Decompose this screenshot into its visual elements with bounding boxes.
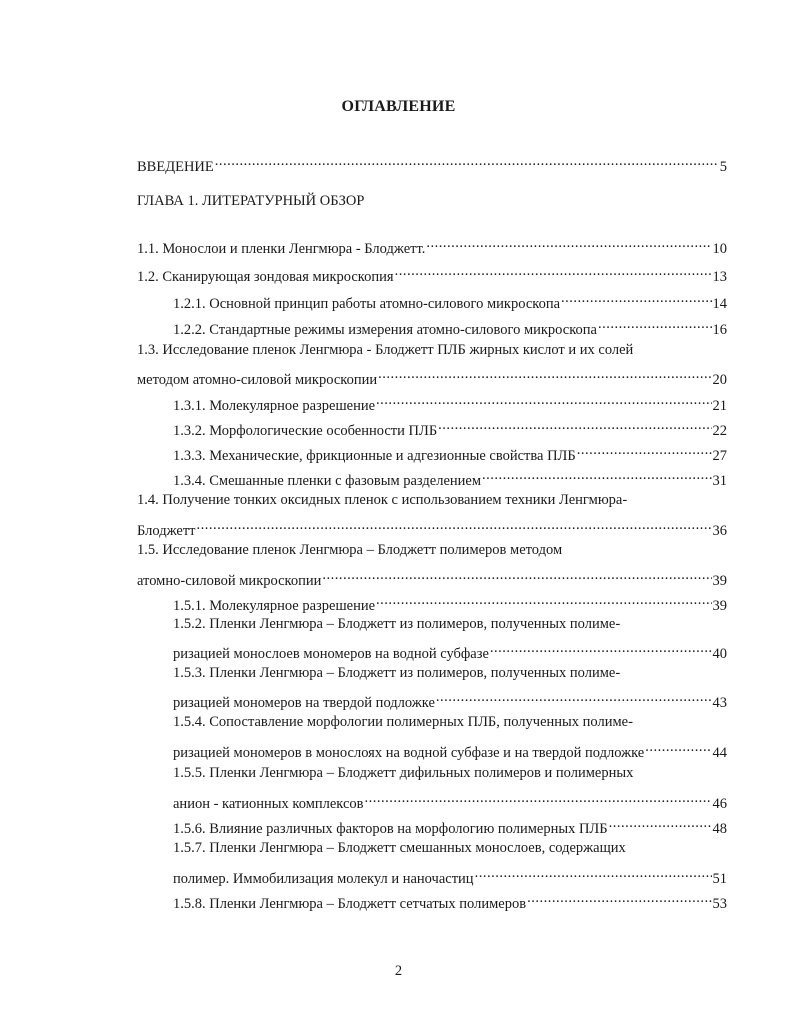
toc-entry-text: 1.2.1. Основной принцип работы атомно-силового микроскопа [173,296,561,312]
toc-entry-1-5-3-line1: 1.5.3. Пленки Ленгмюра – Блоджетт из полимеров, полученных полиме- [173,665,621,681]
toc-entry-1-3-1 [173,390,727,414]
toc-entry-1-2-1 [173,288,727,312]
toc-entry-1-5-8 [173,888,727,912]
toc-entry-page: 21 [712,398,727,414]
toc-leader-dots [378,364,711,384]
toc-entry-1-3-3 [173,440,727,464]
toc-leader-dots [577,440,712,460]
toc-leader-dots [395,261,712,281]
toc-entry-page: 20 [712,372,727,388]
toc-leader-dots [598,314,712,334]
toc-entry-1-5-2-line1: 1.5.2. Пленки Ленгмюра – Блоджетт из полимеров, полученных полиме- [173,616,621,632]
toc-entry-text: 1.5.1. Молекулярное разрешение [173,598,376,614]
toc-entry-page: 43 [712,695,727,711]
toc-entry-page: 39 [712,598,727,614]
toc-entry-text: 1.2. Сканирующая зондовая микроскопия [137,269,394,285]
toc-entry-text: 1.2.2. Стандартные режимы измерения атомно-силового микроскопа [173,322,597,338]
toc-leader-dots [376,390,711,410]
toc-entry-page: 39 [712,573,727,589]
toc-entry-1-3-4 [173,465,727,489]
toc-leader-dots [376,590,711,610]
toc-chapter-1: ГЛАВА 1. ЛИТЕРАТУРНЫЙ ОБЗОР [137,193,365,209]
toc-entry-text: 1.3.1. Молекулярное разрешение [173,398,376,414]
toc-entry-1-3-line1: 1.3. Исследование пленок Ленгмюра - Блоджетт ПЛБ жирных кислот и их солей [137,342,634,358]
toc-entry-page: 44 [712,745,727,761]
toc-leader-dots [527,888,711,908]
toc-leader-dots [426,233,711,253]
toc-entry-1-5-3 [173,687,727,711]
toc-entry-page: 5 [719,159,727,175]
toc-entry-1-5-5 [173,788,727,812]
toc-leader-dots [438,415,711,435]
toc-entry-text: атомно-силовой микроскопии [137,573,322,589]
toc-entry-1-4-line1: 1.4. Получение тонких оксидных пленок с использованием техники Ленгмюра- [137,492,628,508]
toc-leader-dots [561,288,711,308]
toc-entry-1-5-4 [173,737,727,761]
toc-entry-text: ризацией мономеров в монослоях на водной субфазе и на твердой подложке [173,745,645,761]
toc-entry-1-5-2 [173,638,727,662]
toc-entry-text: методом атомно-силовой микроскопии [137,372,378,388]
toc-leader-dots [475,863,712,883]
page-number: 2 [394,963,403,979]
toc-leader-dots [482,465,711,485]
toc-entry-page: 40 [712,646,727,662]
toc-leader-dots [609,813,712,833]
toc-entry-1-5-7-line1: 1.5.7. Пленки Ленгмюра – Блоджетт смешанных монослоев, содержащих [173,840,626,856]
toc-entry-text: Блоджетт [137,523,196,539]
toc-entry-page: 27 [712,448,727,464]
toc-entry-text: анион - катионных комплексов [173,796,364,812]
toc-leader-dots [365,788,712,808]
toc-entry-text: ризацией мономеров на твердой подложке [173,695,435,711]
toc-entry-1-5-7 [173,863,727,887]
toc-entry-1-2 [137,261,727,285]
toc-leader-dots [322,565,711,585]
toc-entry-text: 1.5.6. Влияние различных факторов на морфологию полимерных ПЛБ [173,821,608,837]
toc-entry-1-5-4-line1: 1.5.4. Сопоставление морфологии полимерных ПЛБ, полученных полиме- [173,714,633,730]
toc-entry-1-5 [137,565,727,589]
toc-entry-page: 14 [712,296,727,312]
toc-entry-page: 36 [712,523,727,539]
toc-entry-1-4 [137,515,727,539]
page-title: ОГЛАВЛЕНИЕ [341,98,456,115]
toc-entry-1-5-5-line1: 1.5.5. Пленки Ленгмюра – Блоджетт дифильных полимеров и полимерных [173,765,634,781]
toc-entry-page: 22 [712,423,727,439]
toc-entry-text: 1.3.2. Морфологические особенности ПЛБ [173,423,438,439]
toc-entry-text: 1.3.3. Механические, фрикционные и адгезионные свойства ПЛБ [173,448,576,464]
toc-entry-text: полимер. Иммобилизация молекул и наночастиц [173,871,474,887]
toc-entry-page: 51 [712,871,727,887]
toc-leader-dots [490,638,712,658]
toc-entry-page: 10 [712,241,727,257]
toc-entry-1-1 [137,233,727,257]
toc-entry-page: 48 [712,821,727,837]
toc-leader-dots [645,737,711,757]
toc-entry-text: 1.3.4. Смешанные пленки с фазовым разделением [173,473,482,489]
toc-leader-dots [436,687,712,707]
toc-entry-page: 53 [712,896,727,912]
toc-entry-1-3 [137,364,727,388]
toc-entry-page: 13 [712,269,727,285]
toc-entry-text: ВВЕДЕНИЕ [137,159,214,175]
toc-leader-dots [197,515,712,535]
toc-entry-text: 1.5.8. Пленки Ленгмюра – Блоджетт сетчатых полимеров [173,896,527,912]
toc-entry-introduction [137,151,727,175]
toc-entry-page: 31 [712,473,727,489]
toc-entry-1-5-1 [173,590,727,614]
toc-entry-page: 16 [712,322,727,338]
toc-entry-page: 46 [712,796,727,812]
toc-entry-1-2-2 [173,314,727,338]
toc-entry-1-3-2 [173,415,727,439]
toc-entry-text: ризацией монослоев мономеров на водной субфазе [173,646,489,662]
toc-entry-1-5-line1: 1.5. Исследование пленок Ленгмюра – Блоджетт полимеров методом [137,542,563,558]
toc-leader-dots [215,151,719,171]
toc-entry-1-5-6 [173,813,727,837]
toc-entry-text: 1.1. Монослои и пленки Ленгмюра - Блоджетт. [137,241,426,257]
